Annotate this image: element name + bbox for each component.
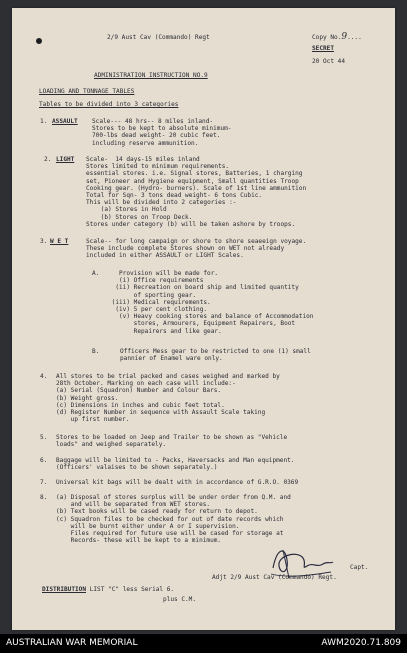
text-line: Stores to be loaded on Jeep and Trailer to be shown as "Vehicle <box>56 434 288 441</box>
text-line: (a) Disposal of stores surplus will be under order from Q.M. and <box>56 494 291 501</box>
intro-line: Tables to be divided into 3 categories <box>39 101 179 108</box>
section-3a-label: A. <box>92 270 100 277</box>
document-page <box>12 8 395 630</box>
security-classification: SECRET <box>312 45 335 52</box>
text-line: loads" and weighed separately. <box>56 441 167 449</box>
text-line: up first number. <box>56 416 130 424</box>
section-7-body <box>56 479 298 486</box>
section-5-body <box>56 434 287 448</box>
text-line: This will be divided into 2 categories :- <box>86 199 237 207</box>
section-2-number: 2. <box>44 156 52 163</box>
section-8-number: 8. <box>40 494 48 501</box>
text-line: (i) Office requirements <box>108 277 204 285</box>
section-6-body <box>56 457 294 471</box>
signatory-rank: Capt. <box>350 564 369 571</box>
text-line: stores, Armourers, Equipment Repairers, Boot <box>108 320 296 328</box>
document-date: 20 Oct 44 <box>312 58 346 65</box>
section-3-number: 3. <box>40 238 48 245</box>
section-3-heading: W E T <box>50 238 69 245</box>
distribution-extra: plus C.M. <box>163 596 197 603</box>
text-line: Universal kit bags will be dealt with in accordance of G.R.O. 0369 <box>56 479 299 486</box>
section-4-body <box>56 373 280 423</box>
text-line: and will be separated from WET stores. <box>56 501 211 509</box>
section-1-heading: ASSAULT <box>52 118 78 125</box>
archive-reference: AWM2020.71.809 <box>321 638 401 648</box>
archive-name: AUSTRALIAN WAR MEMORIAL <box>6 638 138 648</box>
unit-heading: 2/9 Aust Cav (Commando) Regt <box>107 34 210 41</box>
text-line: Scale-- for long campaign or shore to shore seaeeign voyage. <box>86 238 307 245</box>
text-line: essential stores. i.e. Signal stores, Batteries, 1 charging <box>86 170 303 178</box>
text-line: Officers Mess gear to be restricted to one (1) small <box>120 348 311 355</box>
text-line: (a) Serial (Squadron) Number and Colour Bars. <box>56 387 222 395</box>
section-2-body <box>86 156 306 228</box>
text-line: Scale--- 48 hrs-- 8 miles inland- <box>92 118 214 125</box>
section-5-number: 5. <box>40 434 48 441</box>
section-1-body <box>92 118 231 147</box>
text-line: Stores under category (b) will be taken ashore by troops. <box>86 220 296 228</box>
text-line: (c) Dimensions in inches and cubic feet total. <box>56 401 225 409</box>
text-line: of sporting gear. <box>108 291 197 299</box>
text-line: (iv) 5 per cent clothing. <box>108 306 208 314</box>
text-line: (b) Text books will be cased ready for return to depot. <box>56 508 258 516</box>
copy-number: Copy No.9.... <box>312 32 362 42</box>
archive-footer <box>0 634 407 653</box>
document-title: ADMINISTRATION INSTRUCTION NO.9 <box>94 72 208 79</box>
text-line: Files required for future use will be cased for storage at <box>56 530 284 538</box>
text-line: These include complete Stores shown on WET not already <box>86 245 285 253</box>
section-6-number: 6. <box>40 457 48 464</box>
text-line: All stores to be trial packed and cases weighed and marked by <box>56 373 280 380</box>
text-line: including reserve ammunition. <box>92 139 199 147</box>
text-line: set, Pioneer and Hygiene equipment, Small quantities Troop <box>86 177 299 185</box>
text-line: (v) Heavy cooking stores and balance of Accommodation <box>108 313 314 321</box>
text-line: Repairers and like gear. <box>108 327 222 335</box>
text-line: will be burnt either under A or I supervision. <box>56 522 240 530</box>
text-line: (d) Register Number in sequence with Assault Scale taking <box>56 409 266 417</box>
text-line: Stores to be kept to absolute minimum- <box>92 125 232 133</box>
text-line: 700-lbs dead weight- 20 cubic feet. <box>92 132 221 140</box>
punch-hole <box>36 38 42 44</box>
section-3a-body <box>108 270 313 335</box>
section-8-body <box>56 494 291 544</box>
text-line: (ii) Recreation on board ship and limited quantity <box>108 284 299 292</box>
text-line: Stores limited to minimum requirements. <box>86 163 230 171</box>
section-3b-label: B. <box>92 348 100 355</box>
document-subtitle: LOADING AND TONNAGE TABLES <box>39 88 135 95</box>
text-line: (b) Weight gross. <box>56 394 119 402</box>
section-2-heading: LIGHT <box>56 156 75 163</box>
text-line: Provision will be made for. <box>108 270 219 277</box>
text-line: Scale- 14 days-15 miles inland <box>86 156 200 163</box>
distribution: DISTRIBUTION LIST "C" less Serial 6. <box>42 586 175 593</box>
section-4-number: 4. <box>40 373 48 380</box>
section-3b-body <box>120 348 311 362</box>
text-line: Baggage will be limited to - Packs, Haversacks and Man equipment. <box>56 457 295 464</box>
text-line: (iii) Medical requirements. <box>108 298 211 306</box>
text-line: Cooking gear. (Hydro- burners). Scale of 1st line ammunition <box>86 184 307 192</box>
section-7-number: 7. <box>40 479 48 486</box>
text-line: (a) Stores in Hold <box>86 206 167 214</box>
text-line: Total for Sqn- 3 tons dead weight- 6 tons Cubic. <box>86 192 263 200</box>
signatory-appointment: Adjt 2/9 Aust Cav (Commando) Regt. <box>212 574 337 581</box>
text-line: included in either ASSAULT or LIGHT Scales. <box>86 252 244 260</box>
text-line: (Officers' valaises to be shown separately.) <box>56 464 218 472</box>
text-line: (c) Squadron files to be checked for out of date records which <box>56 515 284 523</box>
text-line: (b) Stores on Troop Deck. <box>86 213 193 221</box>
section-3-body <box>86 238 306 260</box>
text-line: Records- these will be kept to a minimum. <box>56 537 222 545</box>
section-1-number: 1. <box>40 118 48 125</box>
text-line: pannier of Enamel ware only. <box>120 355 223 363</box>
text-line: 28th October. Marking on each case will include:- <box>56 380 236 388</box>
